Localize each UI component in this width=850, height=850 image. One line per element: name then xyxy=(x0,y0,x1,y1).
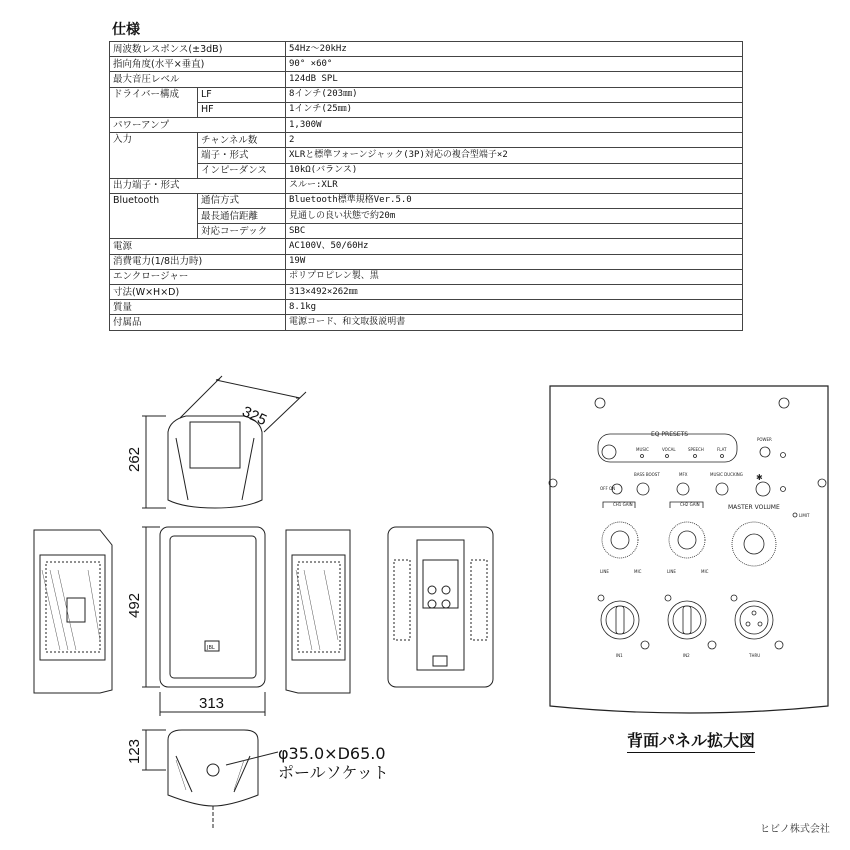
spec-value: 124dB SPL xyxy=(286,72,743,87)
right-side-drawing xyxy=(286,530,350,693)
spec-label: 消費電力(1/8出力時) xyxy=(110,254,286,269)
spec-sublabel: 対応コーデック xyxy=(198,224,286,239)
company-name: ヒビノ株式会社 xyxy=(760,824,830,835)
spec-label: ドライバー構成 xyxy=(110,87,198,117)
in2-label: IN2 xyxy=(683,653,690,658)
spec-value: 54Hz～20kHz xyxy=(286,42,743,57)
rear-panel-drawing xyxy=(549,386,828,713)
spec-value: 1,300W xyxy=(286,117,743,132)
master-volume-label: MASTER VOLUME xyxy=(728,504,780,511)
dim-height-label: 492 xyxy=(126,592,143,618)
thru-label: THRU xyxy=(749,653,761,658)
power-label: POWER xyxy=(757,437,772,442)
rear-view-drawing xyxy=(388,527,493,687)
pole-socket-label xyxy=(278,744,389,782)
spec-value: 313×492×262㎜ xyxy=(286,285,743,300)
spec-label: 付属品 xyxy=(110,315,286,330)
ch2-line-label: LINE xyxy=(667,569,676,574)
spec-sublabel: インピーダンス xyxy=(198,163,286,178)
top-view-drawing xyxy=(168,376,306,508)
spec-label: Bluetooth xyxy=(110,193,198,239)
ch2-gain-label: CH2 GAIN xyxy=(680,502,700,507)
spec-sublabel: 最長通信距離 xyxy=(198,209,286,224)
spec-value: XLRと標準フォーンジャック(3P)対応の複合型端子×2 xyxy=(286,148,743,163)
ch1-line-label: LINE xyxy=(600,569,609,574)
spec-value: 8.1kg xyxy=(286,300,743,315)
limit-label: LIMIT xyxy=(799,513,810,518)
spec-label: 電源 xyxy=(110,239,286,254)
spec-value: Bluetooth標準規格Ver.5.0 xyxy=(286,193,743,208)
spec-value: 19W xyxy=(286,254,743,269)
rear-panel-caption: 背面パネル拡大図 xyxy=(627,728,755,751)
eq-option-music: MUSIC xyxy=(636,447,649,452)
eq-option-vocal: VOCAL xyxy=(662,447,676,452)
dim-depth-label: 262 xyxy=(126,446,143,472)
spec-label: 出力端子・形式 xyxy=(110,178,286,193)
spec-value: 10kΩ(バランス) xyxy=(286,163,743,178)
dim-width-label: 313 xyxy=(199,695,225,712)
spec-label: 指向角度(水平×垂直) xyxy=(110,57,286,72)
spec-label: 入力 xyxy=(110,133,198,179)
spec-label: 周波数レスポンス(±3dB) xyxy=(110,42,286,57)
spec-value: AC100V、50/60Hz xyxy=(286,239,743,254)
front-view-drawing xyxy=(160,527,265,687)
ch2-mic-label: MIC xyxy=(701,569,709,574)
spec-sublabel: チャンネル数 xyxy=(198,133,286,148)
spec-value: 90° ×60° xyxy=(286,57,743,72)
spec-value: 2 xyxy=(286,133,743,148)
ch1-gain-label: CH1 GAIN xyxy=(613,502,633,507)
dim-depth-diag: 325 xyxy=(239,403,270,430)
spec-value: ポリプロピレン製、黒 xyxy=(286,269,743,284)
spec-value: 8インチ(203㎜) xyxy=(286,87,743,102)
eq-presets-label: EQ PRESETS xyxy=(651,431,689,438)
front-logo: JBL xyxy=(207,645,215,651)
music-ducking-label: MUSIC DUCKING xyxy=(710,472,743,477)
spec-value: スルー:XLR xyxy=(286,178,743,193)
spec-sublabel: LF xyxy=(198,87,286,102)
pole-socket-name: ポールソケット xyxy=(278,763,389,782)
spec-label: エンクロージャー xyxy=(110,269,286,284)
spec-sublabel: 通信方式 xyxy=(198,193,286,208)
spec-label: パワーアンプ xyxy=(110,117,286,132)
spec-value: SBC xyxy=(286,224,743,239)
pole-socket-size: φ35.0×D65.0 xyxy=(278,744,386,763)
off-on-label: OFF ON xyxy=(600,486,616,491)
bass-boost-label: BASS BOOST xyxy=(634,472,660,477)
spec-title: 仕様 xyxy=(112,22,140,38)
spec-value: 電源コード、和文取扱説明書 xyxy=(286,315,743,330)
eq-option-speech: SPEECH xyxy=(688,447,704,452)
ch1-mic-label: MIC xyxy=(634,569,642,574)
spec-value: 1インチ(25㎜) xyxy=(286,102,743,117)
eq-option-flat: FLAT xyxy=(717,447,727,452)
spec-value: 見通しの良い状態で約20m xyxy=(286,209,743,224)
in1-label: IN1 xyxy=(616,653,623,658)
spec-sublabel: HF xyxy=(198,102,286,117)
bottom-view-drawing xyxy=(168,730,278,828)
spec-label: 寸法(W×H×D) xyxy=(110,285,286,300)
mfx-label: MFX xyxy=(679,472,688,477)
bluetooth-icon: ✱ xyxy=(756,473,763,482)
dim-bottom-depth-label: 123 xyxy=(126,738,143,764)
spec-sublabel: 端子・形式 xyxy=(198,148,286,163)
left-side-drawing xyxy=(34,530,112,693)
spec-label: 質量 xyxy=(110,300,286,315)
spec-label: 最大音圧レベル xyxy=(110,72,286,87)
